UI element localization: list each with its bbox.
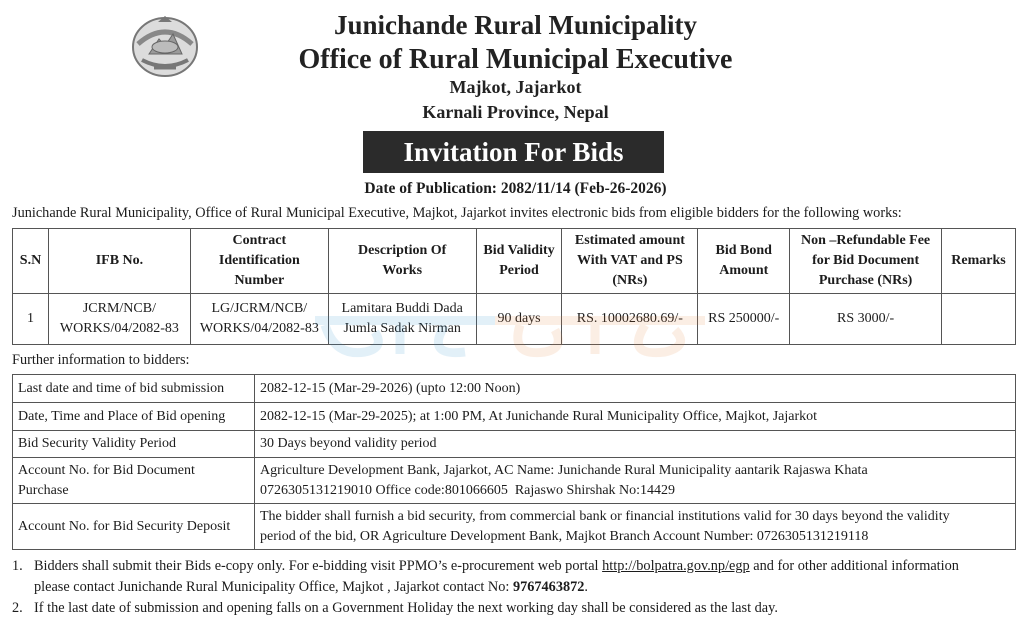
info-label: Account No. for Bid Security Deposit — [13, 504, 255, 550]
info-value: 30 Days beyond validity period — [255, 431, 1016, 458]
cell-contract-id: LG/JCRM/NCB/ WORKS/04/2082-83 — [190, 294, 328, 345]
bolpatra-link[interactable]: http://bolpatra.gov.np/egp — [602, 558, 750, 574]
municipality-name: Junichande Rural Municipality — [333, 10, 698, 40]
list-item: 2. If the last date of submission and opening falls on a Government Holiday the next working day shall be considered as the last day. — [12, 600, 778, 616]
table-row — [13, 431, 1016, 458]
works-table-header-row — [13, 229, 1016, 294]
info-value: Agriculture Development Bank, Jajarkot, AC Name: Junichande Rural Municipality aantarik Rajaswa Khata 0726305131219010 Office code:801066605 Rajaswo Shirshak No:14429 — [255, 458, 1016, 504]
cell-description: Lamitara Buddi Dada Jumla Sadak Nirman — [328, 294, 476, 345]
info-value: The bidder shall furnish a bid security, from commercial bank or financial institutions valid for 30 days beyond the validity period of the bid, OR Agriculture Development Bank, Majkot Branch Account Number: 0726305131219118 — [255, 504, 1016, 550]
province: Karnali Province, Nepal — [422, 102, 609, 122]
table-row — [13, 458, 1016, 504]
cell-ifb-no: JCRM/NCB/ WORKS/04/2082-83 — [48, 294, 190, 345]
cell-sn: 1 — [13, 294, 49, 345]
col-header-remarks: Remarks — [941, 229, 1015, 294]
bid-info-table — [12, 374, 1016, 550]
col-header-estimated-amount: Estimated amount With VAT and PS (NRs) — [562, 229, 698, 294]
info-label: Last date and time of bid submission — [13, 375, 255, 403]
table-row — [13, 375, 1016, 403]
info-label: Account No. for Bid Document Purchase — [13, 458, 255, 504]
contact-phone: 9767463872 — [512, 579, 585, 595]
further-info-label: Further information to bidders: — [12, 352, 190, 368]
intro-text: Junichande Rural Municipality, Office of Rural Municipal Executive, Majkot, Jajarkot invites electronic bids from eligible bidders for the following works: — [12, 205, 902, 221]
table-row — [13, 294, 1016, 345]
col-header-contract-id: Contract Identification Number — [190, 229, 328, 294]
notice-title-banner: Invitation For Bids — [363, 131, 664, 173]
info-value: 2082-12-15 (Mar-29-2025); at 1:00 PM, At Junichande Rural Municipality Office, Majkot, Jajarkot — [255, 403, 1016, 431]
table-row — [13, 403, 1016, 431]
col-header-ifb: IFB No. — [48, 229, 190, 294]
publication-date: Date of Publication: 2082/11/14 (Feb-26-2026) — [364, 180, 667, 197]
cell-bid-bond: RS 250000/- — [698, 294, 790, 345]
col-header-bid-bond: Bid Bond Amount — [698, 229, 790, 294]
cell-document-fee: RS 3000/- — [790, 294, 942, 345]
info-label: Date, Time and Place of Bid opening — [13, 403, 255, 431]
info-label: Bid Security Validity Period — [13, 431, 255, 458]
table-row — [13, 504, 1016, 550]
col-header-sn: S.N — [13, 229, 49, 294]
col-header-bid-validity: Bid Validity Period — [476, 229, 562, 294]
list-item: 1. Bidders shall submit their Bids e-copy only. For e-bidding visit PPMO’s e-procurement web portal http://bolpatra.gov.np/egp and for other additional information please contact Junichande Rural Municipality Office, Majkot , Jajarkot contact No: 9767463872. — [12, 558, 959, 595]
office-name: Office of Rural Municipal Executive — [298, 44, 733, 75]
cell-bid-validity: 90 days — [476, 294, 562, 345]
cell-remarks — [941, 294, 1015, 345]
cell-estimated-amount: RS. 10002680.69/- — [562, 294, 698, 345]
office-location: Majkot, Jajarkot — [449, 77, 582, 97]
info-value: 2082-12-15 (Mar-29-2026) (upto 12:00 Noon) — [255, 375, 1016, 403]
works-table — [12, 228, 1016, 345]
col-header-document-fee: Non –Refundable Fee for Bid Document Purchase (NRs) — [790, 229, 942, 294]
notes-list — [12, 556, 1020, 619]
col-header-description: Description Of Works — [328, 229, 476, 294]
